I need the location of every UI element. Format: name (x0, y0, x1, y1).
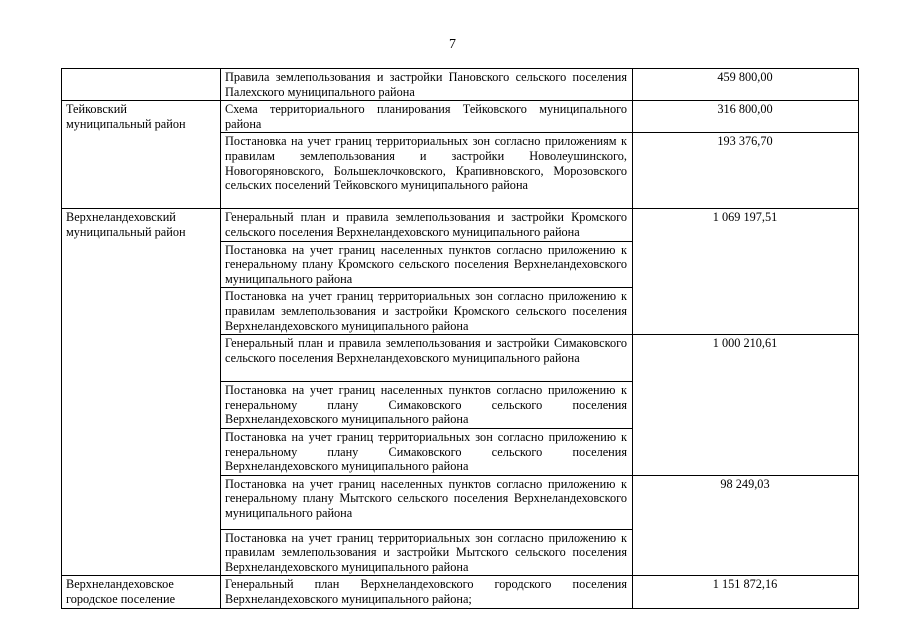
amount-cell: 459 800,00 (633, 69, 859, 101)
description-cell: Постановка на учет границ территориальных зон согласно приложениям к правилам землепользования и застройки Новолеушинского, Новогоряновского, Большеклочковского, Крапивновского, Морозовского сельских поселений Тейковского муниципального района (221, 133, 633, 209)
description-cell: Генеральный план и правила землепользования и застройки Симаковского сельского поселения Верхнеландеховского муниципального района (221, 335, 633, 382)
page-number: 7 (449, 37, 456, 52)
funding-table (61, 68, 859, 609)
description-cell: Постановка на учет границ территориальных зон согласно приложению к правилам землепользования и застройки Мытского сельского поселения Верхнеландеховского муниципального района (221, 529, 633, 576)
description-cell: Постановка на учет границ территориальных зон согласно приложению к правилам землепользования и застройки Кромского сельского поселения Верхнеландеховского муниципального района (221, 288, 633, 335)
description-cell: Правила землепользования и застройки Пановского сельского поселения Палехского муниципального района (221, 69, 633, 101)
amount-cell: 98 249,03 (633, 475, 859, 576)
description-cell: Схема территориального планирования Тейковского муниципального района (221, 101, 633, 133)
amount-cell: 316 800,00 (633, 101, 859, 133)
table-row (62, 101, 859, 133)
description-cell: Постановка на учет границ населенных пунктов согласно приложению к генеральному плану Мытского сельского поселения Верхнеландеховского муниципального района (221, 475, 633, 529)
district-cell: Верхнеландеховский муниципальный район (62, 209, 221, 576)
district-cell: Верхнеландеховское городское поселение (62, 576, 221, 608)
district-cell (62, 69, 221, 101)
table-row (62, 576, 859, 608)
description-cell: Постановка на учет границ населенных пунктов согласно приложению к генеральному плану Симаковского сельского поселения Верхнеландеховского муниципального района (221, 382, 633, 429)
district-cell: Тейковский муниципальный район (62, 101, 221, 209)
description-cell: Генеральный план Верхнеландеховского городского поселения Верхнеландеховского муниципального района; (221, 576, 633, 608)
description-cell: Постановка на учет границ территориальных зон согласно приложению к генеральному плану Симаковского сельского поселения Верхнеландеховского муниципального района (221, 428, 633, 475)
amount-cell: 1 000 210,61 (633, 335, 859, 476)
table-row (62, 209, 859, 241)
description-cell: Постановка на учет границ населенных пунктов согласно приложению к генеральному плану Кромского сельского поселения Верхнеландеховского муниципального района (221, 241, 633, 288)
table-row (62, 69, 859, 101)
amount-cell: 193 376,70 (633, 133, 859, 209)
amount-cell: 1 151 872,16 (633, 576, 859, 608)
description-cell: Генеральный план и правила землепользования и застройки Кромского сельского поселения Верхнеландеховского муниципального района (221, 209, 633, 241)
amount-cell: 1 069 197,51 (633, 209, 859, 335)
